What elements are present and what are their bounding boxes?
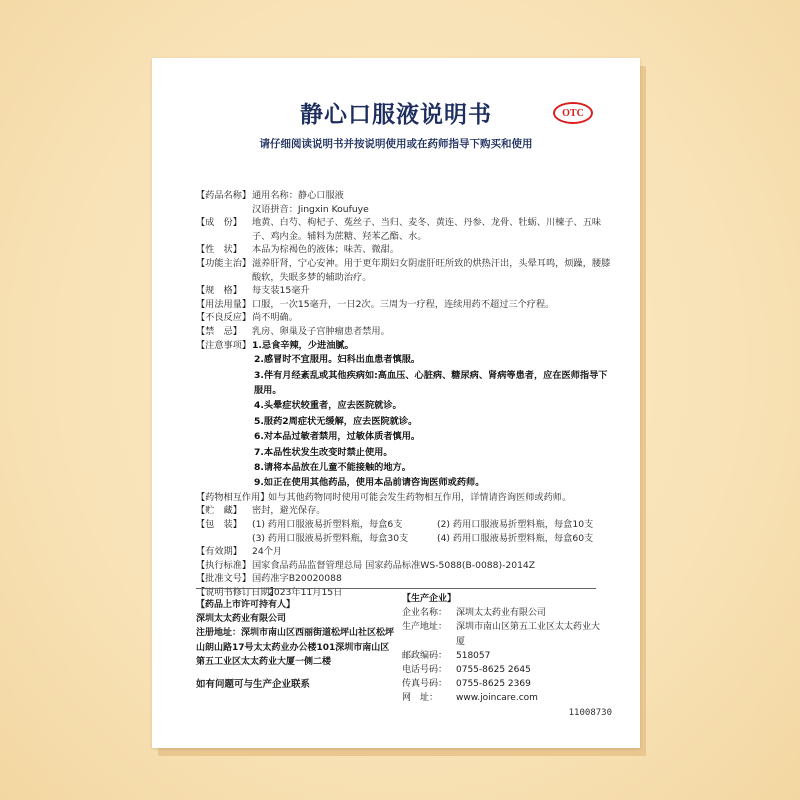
- row-validity: 【有效期】 24个月: [196, 546, 283, 558]
- manufacturer-field: 生产地址： 深圳市南山区第五工业区太太药业大厦: [402, 622, 601, 647]
- holder-name: 深圳太太药业有限公司: [196, 614, 287, 625]
- section-divider: [196, 588, 596, 589]
- row-appearance: 【性 状】 本品为棕褐色的液体；味苦、微甜。: [196, 244, 399, 256]
- precaution-item: 4.头晕症状较重者，应去医院就诊。: [254, 400, 402, 412]
- row-dosage: 【用法用量】 口服，一次15毫升，一日2次。三周为一疗程，连续用药不超过三个疗程。: [196, 298, 555, 310]
- precaution-item: 3.伴有月经紊乱或其他疾病如:高血压、心脏病、糖尿病、肾病等患者，应在医师指导下服用。: [254, 369, 608, 396]
- precaution-item: 6.对本品过敏者禁用，过敏体质者慎用。: [254, 431, 421, 443]
- otc-badge: OTC: [553, 102, 593, 124]
- manufacturer-field: 传真号码： 0755-8625 2369: [402, 679, 531, 690]
- package-item: (4) 药用口服液易折塑料瓶，每盒60支: [437, 532, 594, 544]
- contact-note: 如有问题可与生产企业联系: [196, 679, 311, 690]
- package-item: (2) 药用口服液易折塑料瓶，每盒10支: [437, 518, 594, 530]
- row-ingredients: 【成 份】 地黄、白芍、枸杞子、菟丝子、当归、麦冬、黄连、丹参、龙骨、牡蛎、川楝子、五味子、鸡内金。辅料为蔗糖、羟苯乙酯、水。: [196, 217, 602, 242]
- row-package: 【包 装】 (1) 药用口服液易折塑料瓶，每盒6支 (2) 药用口服液易折塑料瓶，每盒10支 (3) 药用口服液易折塑料瓶，每盒30支 (4) 药用口服液易折塑料瓶，每盒60支: [196, 518, 616, 545]
- precaution-notes: [196, 352, 616, 491]
- row-precautions: 【注意事项】 1.忌食辛辣，少进油腻。: [196, 339, 354, 351]
- manufacturer: [402, 592, 602, 706]
- row-approval: 【批准文号】 国药准字B20020088: [196, 573, 342, 585]
- manufacturer-field: 电话号码： 0755-8625 2645: [402, 665, 531, 676]
- subtitle: 请仔细阅读说明书并按说明使用或在药师指导下购买和使用: [259, 138, 533, 150]
- leaflet-sheet: [152, 58, 640, 748]
- precaution-item: 7.本品性状发生改变时禁止使用。: [254, 446, 393, 458]
- row-drug-name: 【药品名称】 通用名称：静心口服液: [196, 190, 344, 201]
- row-standard: 【执行标准】 国家食品药品监督管理总局 国家药品标准WS-5088(B-0088)-2014Z: [196, 559, 536, 571]
- row-revision: 【说明书修订日期】 2023年11月15日: [196, 586, 343, 598]
- row-pinyin: 汉语拼音：Jingxin Koufuye: [252, 203, 369, 215]
- package-item: (1) 药用口服液易折塑料瓶，每盒6支: [252, 518, 403, 530]
- package-list: [252, 518, 616, 545]
- manufacturer-header: 【生产企业】: [402, 594, 457, 604]
- precaution-item: 2.感冒时不宜服用。妇科出血患者慎服。: [254, 354, 421, 366]
- precaution-item: 5.服药2周症状无缓解，应去医院就诊。: [254, 415, 418, 427]
- license-holder: [196, 598, 396, 669]
- precaution-item: 8.请将本品放在儿童不能接触的地方。: [254, 461, 411, 473]
- document-code: 11008730: [568, 708, 612, 718]
- precaution-item: 9.如正在使用其他药品，使用本品前请咨询医师或药师。: [254, 477, 485, 489]
- row-contraindications: 【禁 忌】 乳房、卵巢及子宫肿瘤患者禁用。: [196, 325, 390, 337]
- manufacturer-field: 网 址： www.joincare.com: [402, 693, 538, 704]
- page-title: 静心口服液说明书: [300, 102, 492, 128]
- row-interaction: 【药物相互作用】 如与其他药物同时使用可能会发生药物相互作用，详情请咨询医师或药师。: [196, 491, 572, 503]
- package-item: (3) 药用口服液易折塑料瓶，每盒30支: [252, 532, 409, 544]
- holder-address: 注册地址：深圳市南山区西丽街道松坪山社区松坪山朗山路17号太太药业办公楼101深圳市南山区第五工业区太太药业大厦一侧二楼: [196, 628, 395, 667]
- row-specification: 【规 格】 每支装15毫升: [196, 285, 310, 297]
- manufacturer-field: 邮政编码： 518057: [402, 650, 491, 661]
- row-indications: 【功能主治】 滋养肝肾，宁心安神。用于更年期妇女阴虚肝旺所致的烘热汗出，头晕耳鸣，烦躁，腰膝酸软，失眠多梦的辅助治疗。: [196, 257, 611, 283]
- manufacturer-field: 企业名称： 深圳太太药业有限公司: [402, 608, 547, 619]
- info-rows: [196, 189, 616, 600]
- row-storage: 【贮 藏】 密封，避光保存。: [196, 505, 326, 517]
- row-side-effects: 【不良反应】 尚不明确。: [196, 312, 298, 324]
- holder-header: 【药品上市许可持有人】: [196, 600, 296, 610]
